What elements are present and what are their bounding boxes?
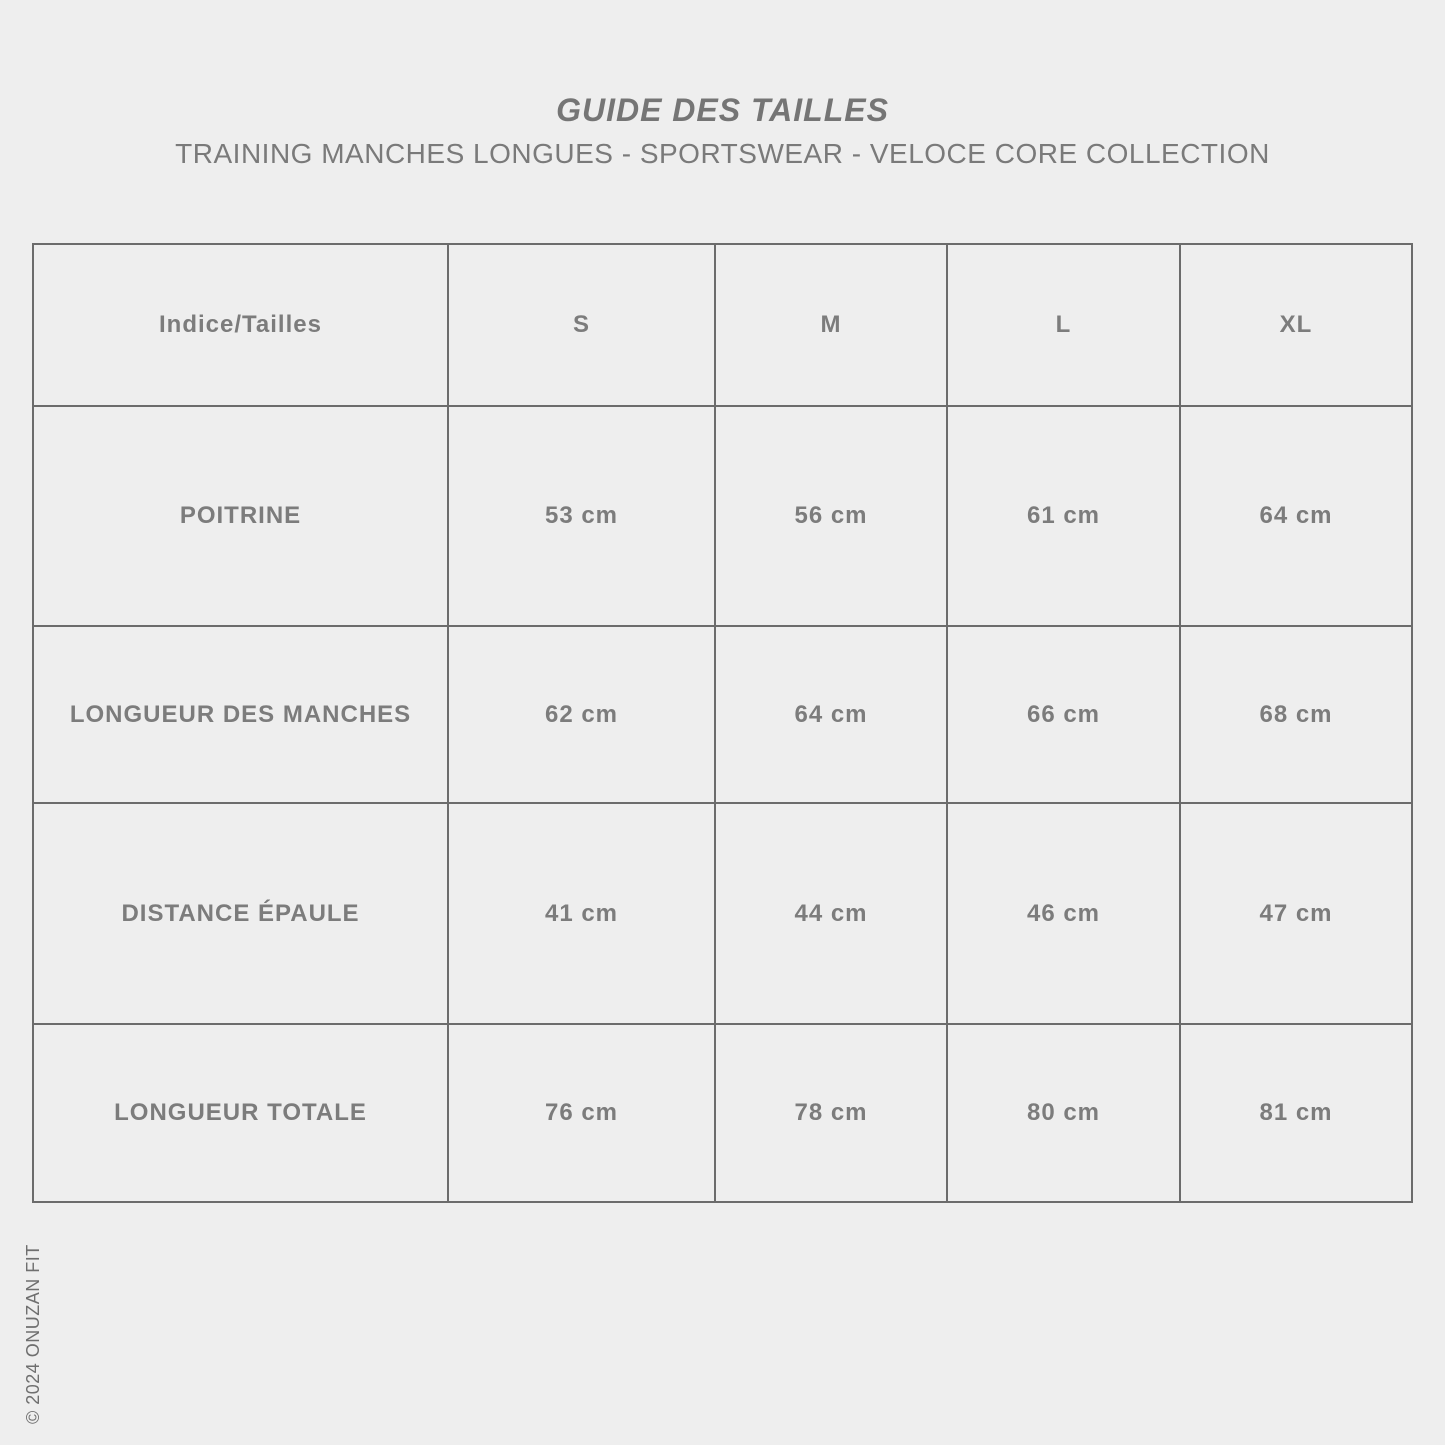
cell-manches-m: 64 cm [715,626,947,803]
page-subtitle: TRAINING MANCHES LONGUES - SPORTSWEAR - VELOCE CORE COLLECTION [175,138,1270,169]
cell-manches-l: 66 cm [947,626,1180,803]
table-row-distance-epaule [33,803,1412,1024]
cell-poitrine-m: 56 cm [715,406,947,626]
cell-manches-xl: 68 cm [1180,626,1412,803]
cell-epaule-xl: 47 cm [1180,803,1412,1024]
row-label-longueur-totale: LONGUEUR TOTALE [33,1024,448,1202]
row-label-poitrine: POITRINE [33,406,448,626]
cell-manches-s: 62 cm [448,626,715,803]
column-header-indice-tailles: Indice/Tailles [33,244,448,406]
cell-totale-l: 80 cm [947,1024,1180,1202]
cell-poitrine-s: 53 cm [448,406,715,626]
column-header-size-xl: XL [1180,244,1412,406]
cell-poitrine-xl: 64 cm [1180,406,1412,626]
table-header-row [33,244,1412,406]
table-row-longueur-totale [33,1024,1412,1202]
page-title: GUIDE DES TAILLES [556,92,889,128]
cell-epaule-m: 44 cm [715,803,947,1024]
cell-totale-xl: 81 cm [1180,1024,1412,1202]
copyright-watermark: © 2024 ONUZAN FIT [23,1244,43,1424]
column-header-size-m: M [715,244,947,406]
cell-epaule-s: 41 cm [448,803,715,1024]
cell-totale-m: 78 cm [715,1024,947,1202]
column-header-size-s: S [448,244,715,406]
cell-poitrine-l: 61 cm [947,406,1180,626]
table-row-poitrine [33,406,1412,626]
size-guide-table [32,243,1413,1203]
column-header-size-l: L [947,244,1180,406]
table-row-longueur-des-manches [33,626,1412,803]
row-label-longueur-des-manches: LONGUEUR DES MANCHES [33,626,448,803]
cell-totale-s: 76 cm [448,1024,715,1202]
cell-epaule-l: 46 cm [947,803,1180,1024]
row-label-distance-epaule: DISTANCE ÉPAULE [33,803,448,1024]
